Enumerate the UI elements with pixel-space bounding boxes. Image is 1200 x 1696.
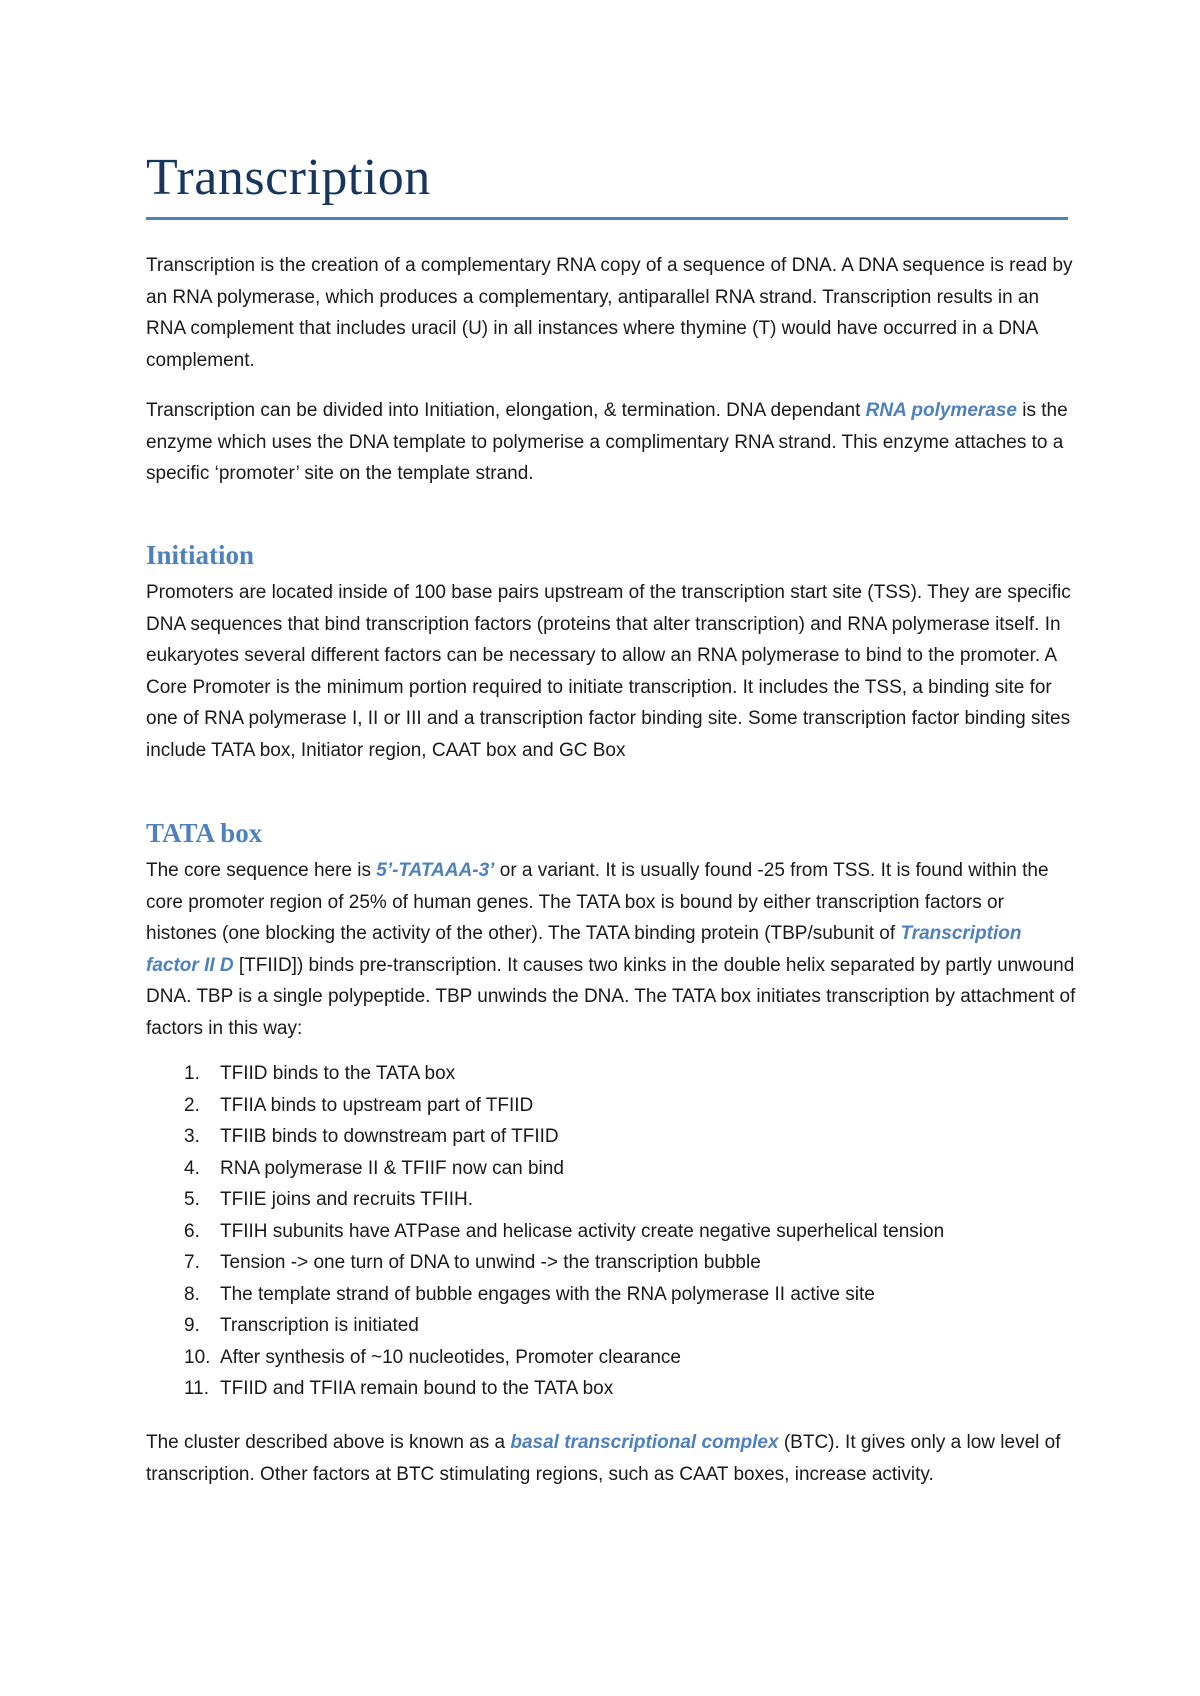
list-item-number: 1. bbox=[184, 1063, 200, 1084]
tata-box-heading: TATA box bbox=[146, 818, 263, 848]
initiation-steps-list bbox=[146, 1058, 1076, 1405]
intro-p2-text-b: is the enzyme which uses the DNA template to polymerise a complimentary RNA strand. This enzyme attaches to a specific ‘promoter’ site on the template strand. bbox=[146, 400, 1068, 484]
list-item bbox=[146, 1247, 1076, 1279]
title-underline bbox=[146, 217, 1068, 220]
intro-paragraph-2 bbox=[146, 395, 1076, 490]
btc-text-a: The cluster described above is known as a bbox=[146, 1432, 511, 1453]
transcription-factor-iid-link[interactable]: Transcription factor II D bbox=[146, 923, 1022, 976]
list-item-number: 7. bbox=[184, 1252, 200, 1273]
list-item-text: TFIID and TFIIA remain bound to the TATA box bbox=[220, 1378, 614, 1399]
list-item bbox=[146, 1342, 1076, 1374]
list-item-text: TFIIB binds to downstream part of TFIID bbox=[220, 1126, 559, 1147]
list-item bbox=[146, 1279, 1076, 1311]
list-item-number: 8. bbox=[184, 1283, 200, 1305]
tata-box-paragraph bbox=[146, 855, 1076, 1044]
list-item-number: 2. bbox=[184, 1094, 200, 1116]
list-item bbox=[146, 1184, 1076, 1216]
list-item-text: After synthesis of ~10 nucleotides, Promoter clearance bbox=[220, 1346, 681, 1368]
list-item-text: TFIIH subunits have ATPase and helicase activity create negative superhelical tension bbox=[220, 1220, 945, 1242]
tataaa-sequence-link[interactable]: 5’-TATAAA-3’ bbox=[376, 860, 495, 881]
list-item-text: RNA polymerase II & TFIIF now can bind bbox=[220, 1157, 564, 1179]
list-item-number: 11. bbox=[184, 1378, 210, 1399]
list-item bbox=[146, 1310, 1076, 1342]
list-item bbox=[146, 1373, 1076, 1405]
list-item-number: 10. bbox=[184, 1346, 211, 1368]
list-item-text: TFIID binds to the TATA box bbox=[220, 1063, 456, 1084]
list-item-text: Transcription is initiated bbox=[220, 1315, 419, 1336]
list-item-text: Tension -> one turn of DNA to unwind -> the transcription bubble bbox=[220, 1252, 761, 1273]
list-item-text: TFIIA binds to upstream part of TFIID bbox=[220, 1094, 534, 1116]
list-item-text: The template strand of bubble engages with the RNA polymerase II active site bbox=[220, 1283, 875, 1305]
list-item bbox=[146, 1090, 1076, 1122]
list-item-number: 5. bbox=[184, 1189, 200, 1210]
list-item bbox=[146, 1216, 1076, 1248]
tata-text-a: The core sequence here is bbox=[146, 860, 377, 881]
tata-text-b: or a variant. It is usually found -25 from TSS. It is found within the core promoter region of 25% of human genes. The TATA box is bound by either transcription factors or histones (one blocking the activity of the other). The TATA binding protein (TBP/subunit of bbox=[146, 860, 1049, 944]
list-item bbox=[146, 1058, 1076, 1090]
list-item-number: 3. bbox=[184, 1126, 200, 1147]
btc-text-b: (BTC). It gives only a low level of transcription. Other factors at BTC stimulating regions, such as CAAT boxes, increase activity. bbox=[146, 1432, 1061, 1485]
btc-paragraph bbox=[146, 1427, 1076, 1490]
list-item bbox=[146, 1121, 1076, 1153]
rna-polymerase-link[interactable]: RNA polymerase bbox=[865, 400, 1017, 421]
list-item bbox=[146, 1153, 1076, 1185]
list-item-number: 9. bbox=[184, 1315, 200, 1336]
intro-paragraph-1: Transcription is the creation of a complementary RNA copy of a sequence of DNA. A DNA sequence is read by an RNA polymerase, which produces a complementary, antiparallel RNA strand. Transcription results in an RNA complement that includes uracil (U) in all instances where thymine (T) would have occurred in a DNA complement. bbox=[146, 255, 1073, 371]
basal-transcriptional-complex-link[interactable]: basal transcriptional complex bbox=[510, 1432, 779, 1453]
page-title: Transcription bbox=[146, 149, 431, 206]
list-item-number: 4. bbox=[184, 1157, 200, 1179]
tata-text-c: [TFIID]) binds pre-transcription. It causes two kinks in the double helix separated by partly unwound DNA. TBP is a single polypeptide. TBP unwinds the DNA. The TATA box initiates transcription by attachment of factors in this way: bbox=[146, 954, 1076, 1039]
list-item-text: TFIIE joins and recruits TFIIH. bbox=[220, 1189, 474, 1210]
initiation-paragraph: Promoters are located inside of 100 base pairs upstream of the transcription start site (TSS). They are specific DNA sequences that bind transcription factors (proteins that alter transcription) and RNA polymerase itself. In eukaryotes several different factors can be necessary to allow an RNA polymerase to bind to the promoter. A Core Promoter is the minimum portion required to initiate transcription. It includes the TSS, a binding site for one of RNA polymerase I, II or III and a transcription factor binding site. Some transcription factor binding sites include TATA box, Initiator region, CAAT box and GC Box bbox=[146, 582, 1071, 761]
intro-p2-text-a: Transcription can be divided into Initiation, elongation, & termination. DNA dependant bbox=[146, 400, 866, 421]
initiation-heading: Initiation bbox=[146, 540, 255, 570]
list-item-number: 6. bbox=[184, 1220, 200, 1242]
